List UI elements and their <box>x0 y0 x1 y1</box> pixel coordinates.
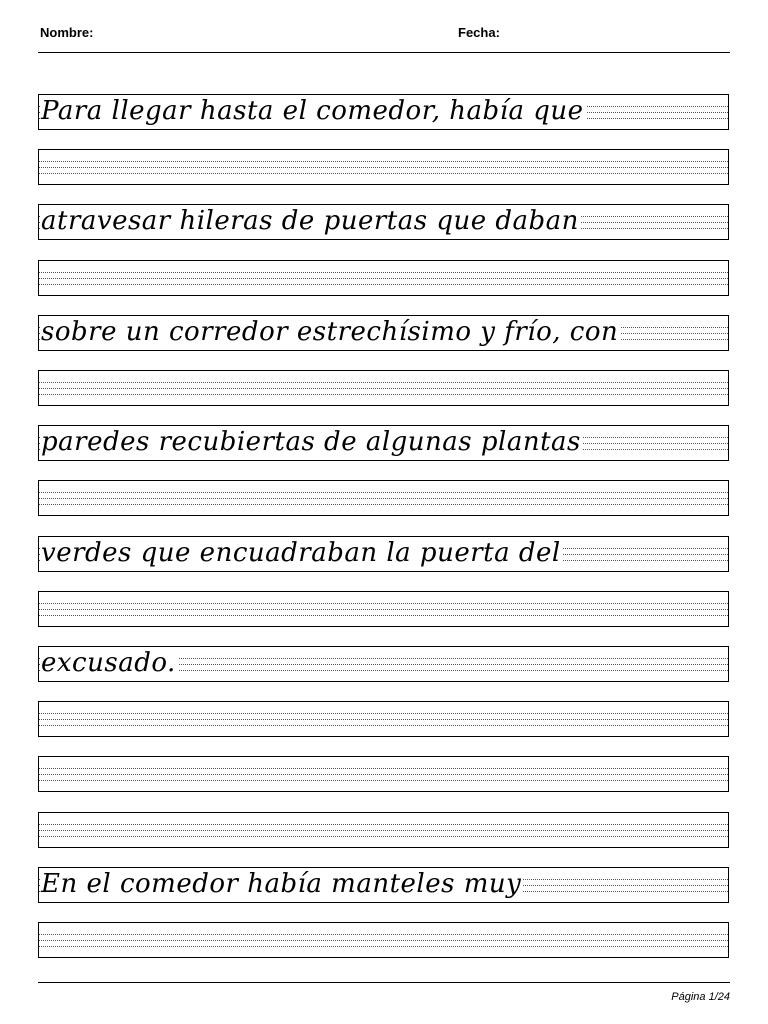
writing-line-example <box>38 536 729 572</box>
writing-line-example <box>38 425 729 461</box>
dotted-guide <box>39 167 728 168</box>
writing-line-blank <box>38 591 729 627</box>
writing-line-example <box>38 204 729 240</box>
writing-line-blank <box>38 922 729 958</box>
writing-line-blank <box>38 370 729 406</box>
dotted-guide <box>39 173 728 174</box>
dotted-guide <box>39 836 728 837</box>
dotted-guide <box>39 388 728 389</box>
cursive-text: sobre un corredor estrechísimo y frío, con <box>41 317 619 347</box>
dotted-guide <box>39 830 728 831</box>
name-label: Nombre: <box>40 25 94 40</box>
dotted-guide <box>39 609 728 610</box>
date-label: Fecha: <box>458 25 500 40</box>
dotted-guide <box>39 725 728 726</box>
dotted-guide <box>39 774 728 775</box>
cursive-text: verdes que encuadraban la puerta del <box>41 538 561 568</box>
writing-line-blank <box>38 480 729 516</box>
writing-line-example <box>38 94 729 130</box>
dotted-guide <box>39 498 728 499</box>
dotted-guide <box>39 603 728 604</box>
dotted-guide <box>39 492 728 493</box>
dotted-guide <box>39 278 728 279</box>
dotted-guide <box>39 382 728 383</box>
writing-line-blank <box>38 756 729 792</box>
dotted-guide <box>39 161 728 162</box>
writing-line-blank <box>38 260 729 296</box>
dotted-guide <box>39 272 728 273</box>
cursive-text: excusado. <box>41 648 176 678</box>
dotted-guide <box>39 504 728 505</box>
cursive-text: En el comedor había manteles muy <box>41 869 522 899</box>
dotted-guide <box>39 780 728 781</box>
dotted-guide <box>39 719 728 720</box>
dotted-guide <box>39 940 728 941</box>
dotted-guide <box>39 394 728 395</box>
writing-line-example <box>38 867 729 903</box>
worksheet-header <box>38 0 730 53</box>
dotted-guide <box>39 946 728 947</box>
writing-line-blank <box>38 149 729 185</box>
cursive-text: atravesar hileras de puertas que daban <box>41 206 579 236</box>
dotted-guide <box>39 768 728 769</box>
dotted-guide <box>39 284 728 285</box>
cursive-text: Para llegar hasta el comedor, había que <box>41 96 584 126</box>
writing-line-blank <box>38 701 729 737</box>
page-footer <box>38 982 730 1023</box>
writing-line-example <box>38 646 729 682</box>
dotted-guide <box>39 824 728 825</box>
writing-line-example <box>38 315 729 351</box>
writing-line-blank <box>38 812 729 848</box>
dotted-guide <box>39 713 728 714</box>
dotted-guide <box>39 615 728 616</box>
page-number: Página 1/24 <box>671 991 730 1003</box>
dotted-guide <box>39 934 728 935</box>
cursive-text: paredes recubiertas de algunas plantas <box>41 427 581 457</box>
